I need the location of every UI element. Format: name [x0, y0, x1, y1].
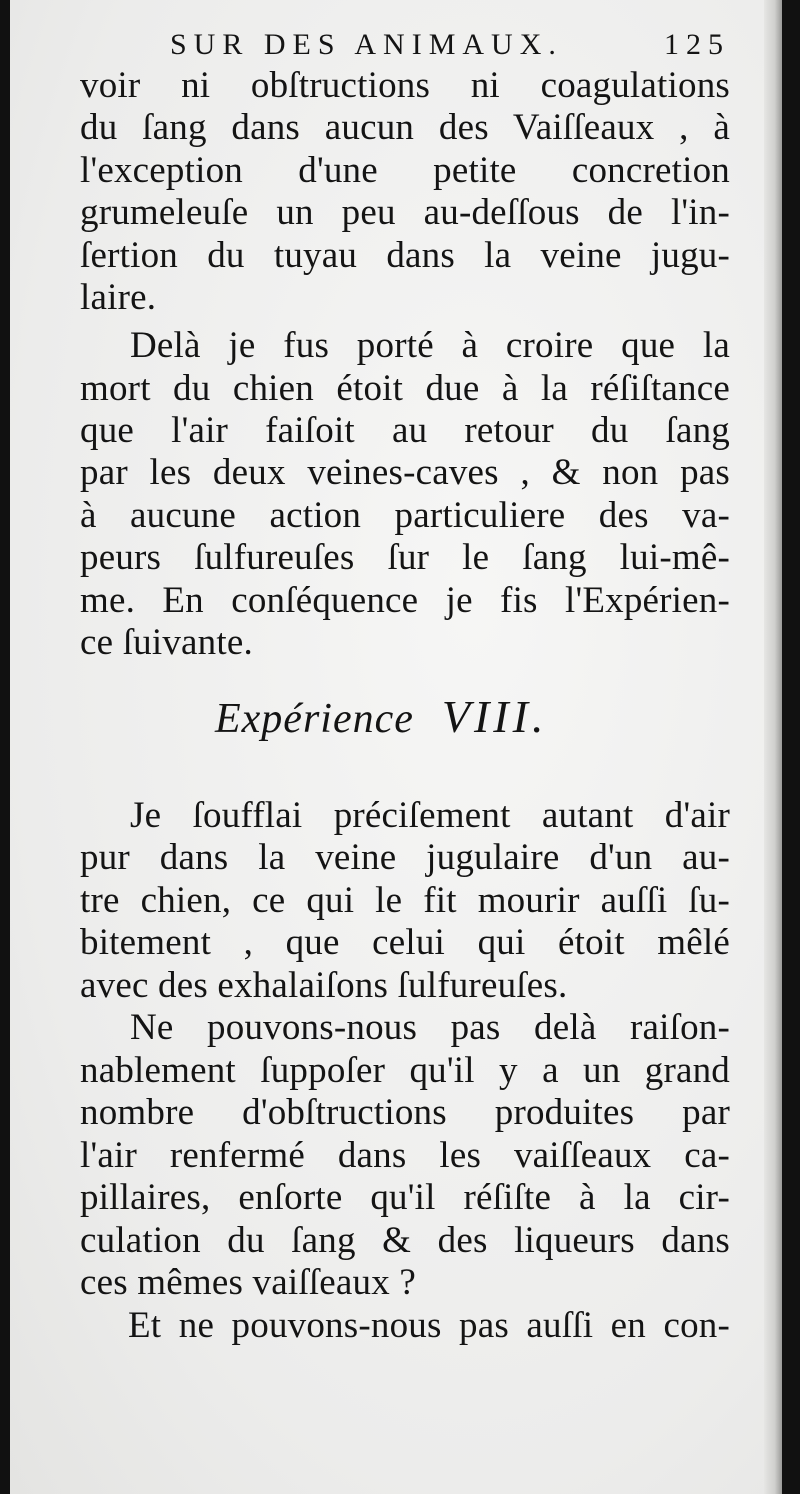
text-line: du ſang dans aucun des Vaiſſeaux , à: [80, 107, 730, 148]
text-line: voir ni obſtructions ni coagulations: [80, 65, 730, 106]
text-line: mort du chien étoit due à la réſiſtance: [80, 368, 730, 409]
page-number: 125: [664, 28, 730, 61]
text-line: ces mêmes vaiſſeaux ?: [80, 1262, 417, 1303]
text-line: bitement , que celui qui étoit mêlé: [80, 922, 730, 963]
section-heading: [215, 690, 615, 743]
text-line: pur dans la veine jugulaire d'un au-: [80, 837, 730, 878]
text-line: nombre d'obſtructions produites par: [80, 1092, 730, 1133]
heading-numeral: VIII.: [441, 691, 548, 742]
text-line: Ne pouvons-nous pas delà raiſon-: [130, 1007, 730, 1048]
text-line: l'air renfermé dans les vaiſſeaux ca-: [80, 1135, 730, 1176]
text-line: à aucune action particuliere des va-: [80, 495, 730, 536]
text-line: par les deux veines-caves , & non pas: [80, 452, 730, 493]
running-header: [170, 28, 730, 62]
text-line: Et ne pouvons-nous pas auſſi en con-: [128, 1305, 730, 1346]
heading-label: Expérience: [215, 696, 414, 742]
text-line: ſertion du tuyau dans la veine jugu-: [80, 235, 730, 276]
text-line: me. En conſéquence je fis l'Expérien-: [80, 580, 730, 621]
text-line: laire.: [80, 277, 157, 318]
running-title: SUR DES ANIMAUX.: [170, 28, 563, 61]
text-line: culation du ſang & des liqueurs dans: [80, 1220, 730, 1261]
page-gutter: [764, 0, 782, 1494]
text-line: pillaires, enſorte qu'il réſiſte à la cir-: [80, 1177, 730, 1218]
book-page: [10, 0, 782, 1494]
text-line: avec des exhalaiſons ſulfureuſes.: [80, 965, 568, 1006]
text-line: tre chien, ce qui le fit mourir auſſi ſu-: [80, 880, 730, 921]
text-line: grumeleuſe un peu au-deſſous de l'in-: [80, 192, 730, 233]
text-line: nablement ſuppoſer qu'il y a un grand: [80, 1050, 730, 1091]
text-line: Je ſoufflai préciſement autant d'air: [130, 795, 730, 836]
text-line: peurs ſulfureuſes ſur le ſang lui-mê-: [80, 537, 730, 578]
text-line: ce ſuivante.: [80, 622, 253, 663]
text-line: l'exception d'une petite concretion: [80, 150, 730, 191]
text-line: que l'air faiſoit au retour du ſang: [80, 410, 730, 451]
text-line: Delà je fus porté à croire que la: [130, 325, 730, 366]
